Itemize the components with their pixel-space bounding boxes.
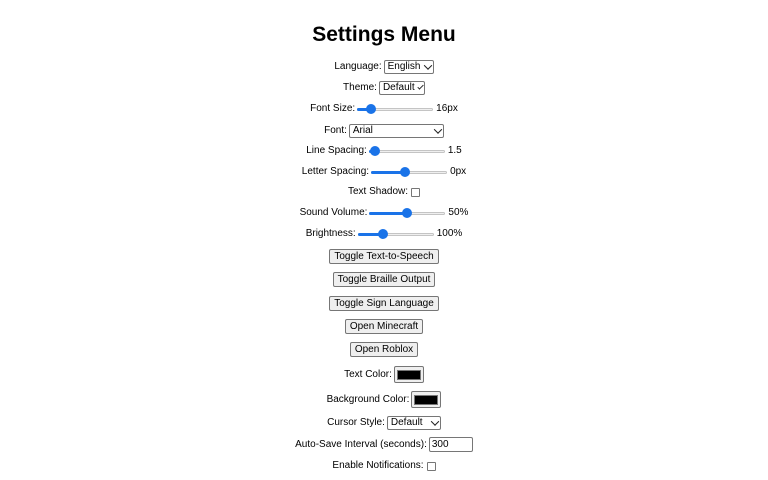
chevron-down-icon — [434, 125, 442, 133]
color-swatch — [414, 395, 438, 405]
cursor-style-row — [0, 416, 768, 430]
language-value: English — [387, 61, 421, 72]
open-minecraft-button[interactable]: Open Minecraft — [345, 319, 423, 334]
sound-volume-row — [0, 207, 768, 219]
brightness-label: Brightness: — [305, 228, 356, 239]
toggle-text-to-speech-button[interactable]: Toggle Text-to-Speech — [329, 249, 438, 264]
brightness-value: 100% — [436, 228, 463, 239]
slider-thumb[interactable] — [402, 208, 412, 218]
font-select[interactable] — [349, 124, 444, 138]
sound-volume-label: Sound Volume: — [299, 207, 368, 218]
background-color-picker[interactable] — [411, 391, 441, 408]
sound-volume-value: 50% — [448, 207, 469, 218]
font-size-value: 16px — [436, 103, 458, 114]
auto-save-label: Auto-Save Interval (seconds): — [295, 438, 427, 450]
line-spacing-slider[interactable] — [369, 145, 445, 157]
font-label: Font: — [324, 125, 347, 136]
theme-value: Default — [382, 82, 415, 93]
braille-row — [0, 272, 768, 287]
notifications-row — [0, 460, 768, 472]
text-shadow-checkbox[interactable] — [411, 188, 420, 197]
text-color-picker[interactable] — [394, 366, 424, 383]
slider-thumb[interactable] — [366, 104, 376, 114]
letter-spacing-slider[interactable] — [371, 166, 447, 178]
open-roblox-button[interactable]: Open Roblox — [350, 342, 418, 357]
text-shadow-row — [0, 186, 768, 198]
slider-thumb[interactable] — [378, 229, 388, 239]
letter-spacing-row — [0, 166, 768, 178]
notifications-checkbox[interactable] — [427, 462, 436, 471]
cursor-style-label: Cursor Style: — [327, 417, 385, 428]
font-value: Arial — [352, 125, 373, 136]
sign-row — [0, 296, 768, 311]
brightness-row — [0, 228, 768, 240]
line-spacing-value: 1.5 — [447, 145, 462, 156]
font-size-row — [0, 103, 768, 115]
notifications-label: Enable Notifications: — [332, 460, 424, 471]
slider-thumb[interactable] — [370, 146, 380, 156]
toggle-braille-output-button[interactable]: Toggle Braille Output — [333, 272, 436, 287]
letter-spacing-label: Letter Spacing: — [301, 166, 370, 177]
text-shadow-label: Text Shadow: — [347, 186, 409, 197]
chevron-down-icon — [417, 83, 424, 90]
roblox-row — [0, 342, 768, 357]
font-row — [0, 124, 768, 138]
theme-row — [0, 81, 768, 95]
background-color-row — [0, 391, 768, 408]
text-color-label: Text Color: — [344, 368, 392, 380]
background-color-label: Background Color: — [326, 393, 410, 405]
language-select[interactable] — [384, 60, 434, 74]
theme-select[interactable] — [379, 81, 425, 95]
chevron-down-icon — [431, 417, 439, 425]
line-spacing-label: Line Spacing: — [306, 145, 367, 156]
sound-volume-slider[interactable] — [369, 207, 445, 219]
theme-label: Theme: — [343, 82, 377, 93]
toggle-sign-language-button[interactable]: Toggle Sign Language — [329, 296, 439, 311]
tts-row — [0, 249, 768, 264]
page-title: Settings Menu — [312, 23, 456, 46]
language-label: Language: — [334, 61, 382, 72]
line-spacing-row — [0, 145, 768, 157]
slider-thumb[interactable] — [400, 167, 410, 177]
slider-track — [369, 150, 445, 153]
letter-spacing-value: 0px — [450, 166, 467, 177]
chevron-down-icon — [423, 61, 431, 69]
cursor-style-value: Default — [390, 417, 423, 428]
brightness-slider[interactable] — [358, 228, 434, 240]
minecraft-row — [0, 319, 768, 334]
color-swatch — [397, 370, 421, 380]
language-row — [0, 60, 768, 74]
auto-save-row — [0, 437, 768, 452]
auto-save-input[interactable]: 300 — [429, 437, 473, 452]
text-color-row — [0, 366, 768, 383]
font-size-slider[interactable] — [357, 103, 433, 115]
font-size-label: Font Size: — [310, 103, 356, 114]
cursor-style-select[interactable] — [387, 416, 441, 430]
